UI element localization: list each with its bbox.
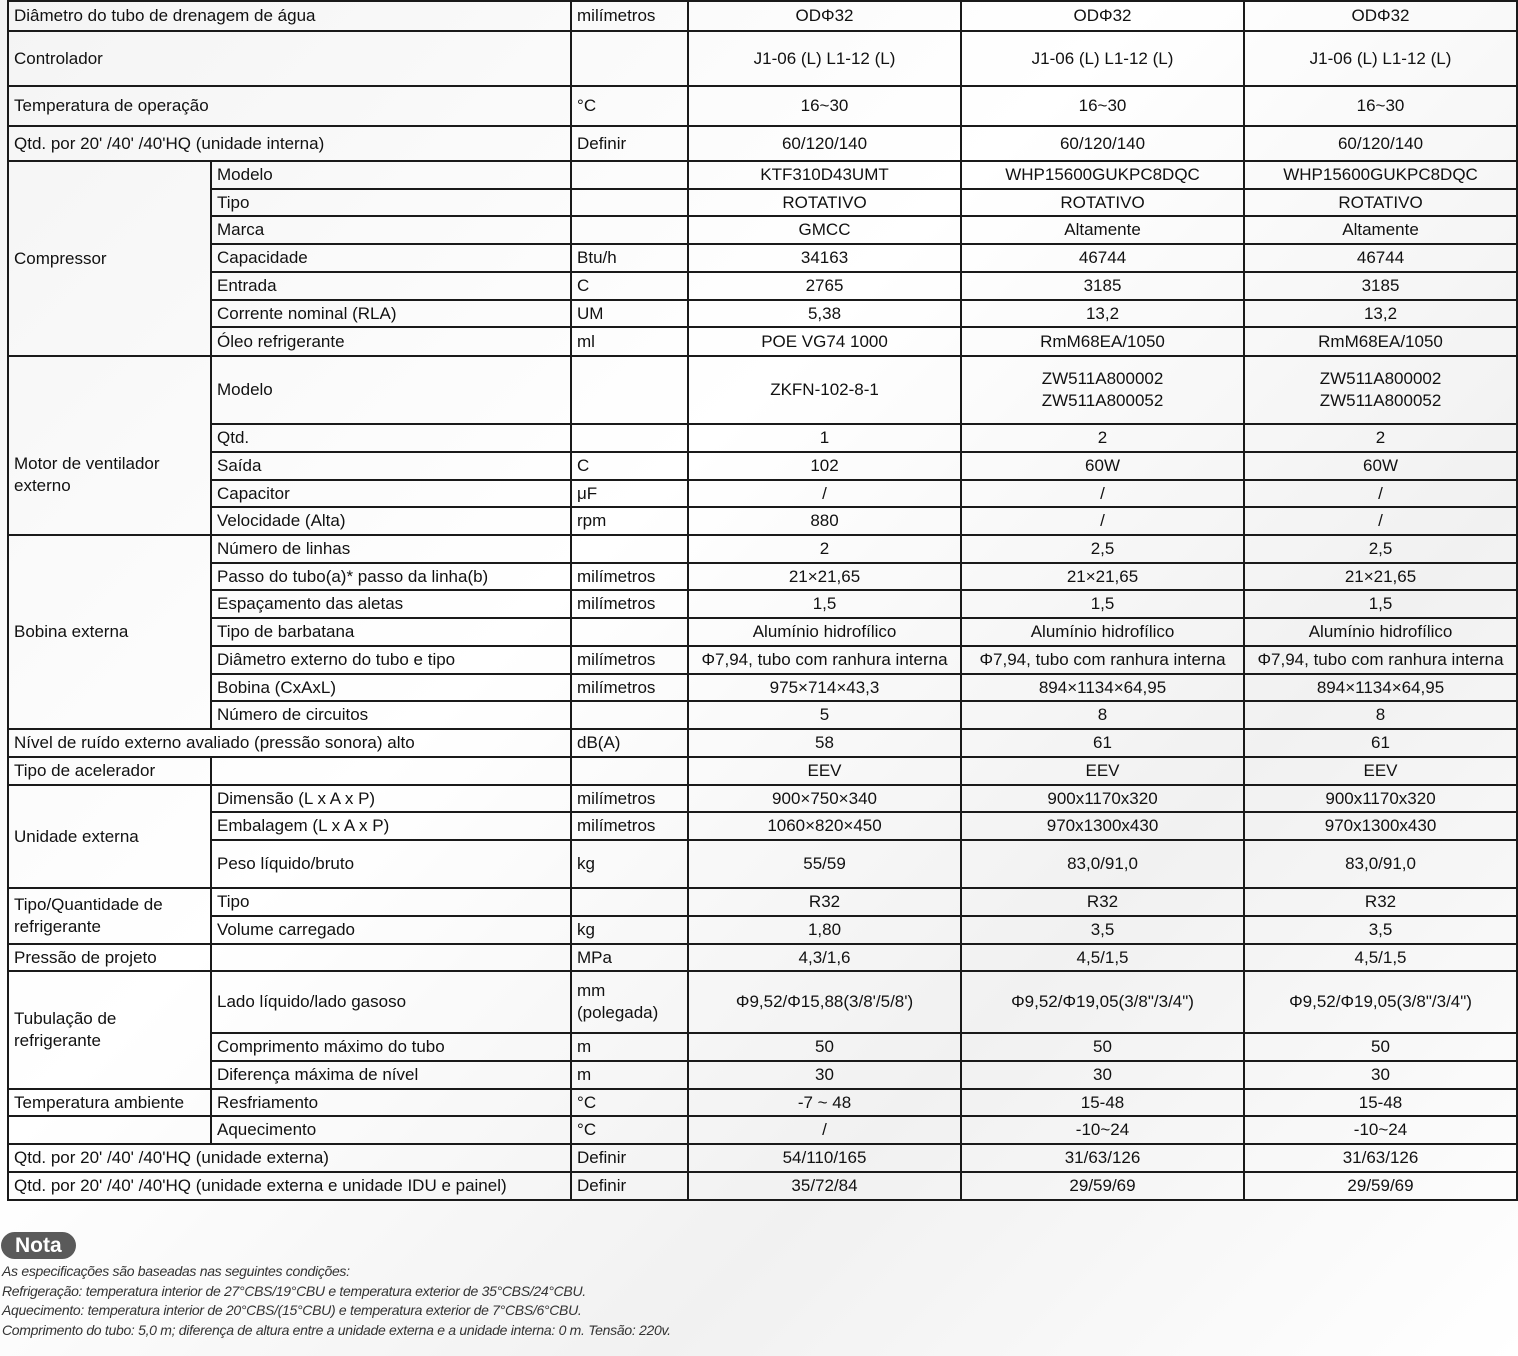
table-row (8, 480, 1517, 507)
value-cell: 54/110/165 (688, 1144, 961, 1172)
value-cell: 21×21,65 (688, 563, 961, 590)
unit-cell: °C (571, 86, 688, 126)
value-cell: 16~30 (1244, 86, 1517, 126)
value-cell: 55/59 (688, 840, 961, 888)
value-cell: 894×1134×64,95 (1244, 674, 1517, 701)
value-cell: 2 (1244, 424, 1517, 452)
value-cell: Altamente (961, 216, 1244, 244)
table-row (8, 563, 1517, 590)
row-label: Bobina (CxAxL) (211, 674, 571, 701)
unit-cell (571, 189, 688, 216)
value-cell: Φ9,52/Φ19,05(3/8"/3/4") (961, 971, 1244, 1033)
value-cell: ODΦ32 (1244, 1, 1517, 31)
sub-label (211, 757, 571, 785)
unit-cell: UM (571, 300, 688, 327)
unit-cell: milímetros (571, 590, 688, 618)
row-label: Volume carregado (211, 916, 571, 944)
group-label-line: refrigerante (14, 1031, 101, 1050)
value-cell: RmM68EA/1050 (961, 327, 1244, 356)
table-row (8, 757, 1517, 785)
value-cell: 29/59/69 (1244, 1172, 1517, 1200)
table-row (8, 971, 1517, 1033)
table-row (8, 424, 1517, 452)
note-badge: Nota (1, 1232, 76, 1259)
value-cell: / (688, 480, 961, 507)
row-label: Passo do tubo(a)* passo da linha(b) (211, 563, 571, 590)
unit-cell: milímetros (571, 646, 688, 674)
value-cell: 50 (961, 1033, 1244, 1061)
table-row (8, 916, 1517, 944)
table-row (8, 244, 1517, 272)
row-label: Comprimento máximo do tubo (211, 1033, 571, 1061)
value-cell: 900×750×340 (688, 785, 961, 812)
table-row (8, 1061, 1517, 1089)
value-cell: 3,5 (961, 916, 1244, 944)
row-label: Controlador (8, 31, 571, 86)
row-label: Embalagem (L x A x P) (211, 812, 571, 840)
table-row (8, 356, 1517, 424)
note-line: Refrigeração: temperatura interior de 27°CBS/19°CBU e temperatura exterior de 35°CBS/24°CBU. (2, 1282, 586, 1299)
unit-cell (571, 618, 688, 646)
unit-cell: milímetros (571, 563, 688, 590)
unit-line: mm (577, 981, 606, 1000)
value-cell: 60/120/140 (1244, 126, 1517, 161)
value-cell: -10~24 (1244, 1116, 1517, 1144)
table-row (8, 1172, 1517, 1200)
value-cell: ODΦ32 (961, 1, 1244, 31)
row-label: Óleo refrigerante (211, 327, 571, 356)
row-label: Diferença máxima de nível (211, 1061, 571, 1089)
unit-cell (571, 424, 688, 452)
value-cell: 83,0/91,0 (1244, 840, 1517, 888)
unit-cell: Definir (571, 1144, 688, 1172)
unit-cell: dB(A) (571, 729, 688, 757)
group-label-line: Tipo/Quantidade de (14, 895, 163, 914)
table-row (8, 216, 1517, 244)
table-row (8, 674, 1517, 701)
value-cell: 50 (1244, 1033, 1517, 1061)
value-cell: 900x1170x320 (961, 785, 1244, 812)
unit-cell: Definir (571, 1172, 688, 1200)
row-label: Tipo (211, 888, 571, 916)
value-cell: 970x1300x430 (961, 812, 1244, 840)
value-cell: 1060×820×450 (688, 812, 961, 840)
row-label: Resfriamento (211, 1089, 571, 1116)
table-row (8, 189, 1517, 216)
value-cell: / (688, 1116, 961, 1144)
value-cell: 46744 (1244, 244, 1517, 272)
table-row (8, 327, 1517, 356)
table-row (8, 507, 1517, 535)
value-cell: -10~24 (961, 1116, 1244, 1144)
group-label-line: refrigerante (14, 917, 101, 936)
table-row (8, 729, 1517, 757)
table-row (8, 1033, 1517, 1061)
table-row (8, 785, 1517, 812)
value-cell: ROTATIVO (688, 189, 961, 216)
value-cell (1244, 356, 1517, 424)
value-cell: Alumínio hidrofílico (961, 618, 1244, 646)
note-section (0, 1232, 1518, 1340)
value-cell: 30 (1244, 1061, 1517, 1089)
note-line: As especificações são baseadas nas seguintes condições: (2, 1263, 350, 1279)
value-cell: ROTATIVO (961, 189, 1244, 216)
row-label: Nível de ruído externo avaliado (pressão sonora) alto (8, 729, 571, 757)
value-cell: 2 (688, 535, 961, 563)
unit-cell: m (571, 1033, 688, 1061)
table-row (8, 944, 1517, 971)
value-cell: 3185 (961, 272, 1244, 300)
unit-cell (571, 216, 688, 244)
table-row (8, 161, 1517, 189)
value-cell: 1,80 (688, 916, 961, 944)
value-cell (961, 356, 1244, 424)
value-cell: GMCC (688, 216, 961, 244)
group-label-empty (8, 1116, 211, 1144)
value-cell: 13,2 (1244, 300, 1517, 327)
table-row (8, 1116, 1517, 1144)
row-label: Pressão de projeto (8, 944, 211, 971)
row-label: Tipo de acelerador (8, 757, 211, 785)
row-label: Qtd. por 20' /40' /40'HQ (unidade interna) (8, 126, 571, 161)
table-row (8, 535, 1517, 563)
value-cell: Φ9,52/Φ19,05(3/8"/3/4") (1244, 971, 1517, 1033)
value-cell: 4,3/1,6 (688, 944, 961, 971)
value-cell: 13,2 (961, 300, 1244, 327)
unit-cell: m (571, 1061, 688, 1089)
value-cell: 30 (688, 1061, 961, 1089)
value-cell: 60/120/140 (961, 126, 1244, 161)
value-cell: 3185 (1244, 272, 1517, 300)
value-cell: Φ7,94, tubo com ranhura interna (961, 646, 1244, 674)
unit-cell (571, 888, 688, 916)
table-row (8, 86, 1517, 126)
unit-cell: ml (571, 327, 688, 356)
value-cell: EEV (688, 757, 961, 785)
value-cell: J1-06 (L) L1-12 (L) (688, 31, 961, 86)
table-row (8, 300, 1517, 327)
value-cell: 15-48 (961, 1089, 1244, 1116)
row-label: Marca (211, 216, 571, 244)
value-cell: 35/72/84 (688, 1172, 961, 1200)
group-label (8, 888, 211, 944)
group-label: Bobina externa (8, 535, 211, 729)
value-cell: 880 (688, 507, 961, 535)
value-cell: J1-06 (L) L1-12 (L) (1244, 31, 1517, 86)
value-cell: 2 (961, 424, 1244, 452)
unit-cell: rpm (571, 507, 688, 535)
value-cell: 21×21,65 (1244, 563, 1517, 590)
value-cell: EEV (961, 757, 1244, 785)
note-line: Aquecimento: temperatura interior de 20°CBS/(15°CBU) e temperatura exterior de 7°CBS/6°CBU. (2, 1302, 582, 1318)
value-cell: / (1244, 480, 1517, 507)
unit-cell (571, 757, 688, 785)
row-label: Tipo (211, 189, 571, 216)
value-cell: ODΦ32 (688, 1, 961, 31)
value-cell: Altamente (1244, 216, 1517, 244)
row-label: Peso líquido/bruto (211, 840, 571, 888)
group-label (8, 971, 211, 1089)
value-cell: 31/63/126 (961, 1144, 1244, 1172)
value-cell: 2,5 (1244, 535, 1517, 563)
value-cell: RmM68EA/1050 (1244, 327, 1517, 356)
value-cell: 894×1134×64,95 (961, 674, 1244, 701)
unit-cell: Definir (571, 126, 688, 161)
row-label: Dimensão (L x A x P) (211, 785, 571, 812)
value-cell: 83,0/91,0 (961, 840, 1244, 888)
group-label (8, 356, 211, 535)
row-label: Aquecimento (211, 1116, 571, 1144)
value-cell: R32 (1244, 888, 1517, 916)
value-cell: 60W (1244, 452, 1517, 480)
unit-line: (polegada) (577, 1003, 659, 1022)
row-label: Número de linhas (211, 535, 571, 563)
value-cell: 31/63/126 (1244, 1144, 1517, 1172)
row-label: Espaçamento das aletas (211, 590, 571, 618)
note-line: Comprimento do tubo: 5,0 m; diferença de altura entre a unidade externa e a unidade interna: 0 m. Tensão: 220v. (2, 1321, 671, 1338)
unit-cell: milímetros (571, 812, 688, 840)
row-label: Lado líquido/lado gasoso (211, 971, 571, 1033)
table-row (8, 1, 1517, 31)
note-text (0, 1262, 1518, 1340)
table-row (8, 1089, 1517, 1116)
value-line: ZW511A800052 (1041, 391, 1164, 410)
row-label: Modelo (211, 356, 571, 424)
value-cell: 34163 (688, 244, 961, 272)
unit-cell: milímetros (571, 674, 688, 701)
value-cell: 50 (688, 1033, 961, 1061)
table-row (8, 272, 1517, 300)
value-cell: POE VG74 1000 (688, 327, 961, 356)
value-cell: WHP15600GUKPC8DQC (1244, 161, 1517, 189)
unit-cell: °C (571, 1116, 688, 1144)
value-cell: 58 (688, 729, 961, 757)
value-cell: 1,5 (961, 590, 1244, 618)
row-label: Corrente nominal (RLA) (211, 300, 571, 327)
group-label-line: externo (14, 475, 71, 495)
unit-cell (571, 161, 688, 189)
value-cell: 3,5 (1244, 916, 1517, 944)
unit-cell: μF (571, 480, 688, 507)
value-cell: Alumínio hidrofílico (1244, 618, 1517, 646)
value-cell: 16~30 (961, 86, 1244, 126)
value-cell: 60W (961, 452, 1244, 480)
value-cell: 2,5 (961, 535, 1244, 563)
value-cell: 61 (961, 729, 1244, 757)
row-label: Tipo de barbatana (211, 618, 571, 646)
value-cell: J1-06 (L) L1-12 (L) (961, 31, 1244, 86)
value-cell: R32 (961, 888, 1244, 916)
value-cell: 5 (688, 701, 961, 729)
value-cell: / (1244, 507, 1517, 535)
unit-cell: Btu/h (571, 244, 688, 272)
value-cell: 970x1300x430 (1244, 812, 1517, 840)
row-label: Qtd. por 20' /40' /40'HQ (unidade externa e unidade IDU e painel) (8, 1172, 571, 1200)
table-row (8, 1144, 1517, 1172)
value-cell: R32 (688, 888, 961, 916)
value-cell: 8 (1244, 701, 1517, 729)
value-cell: 102 (688, 452, 961, 480)
table-row (8, 590, 1517, 618)
value-cell: -7 ~ 48 (688, 1089, 961, 1116)
value-cell: 61 (1244, 729, 1517, 757)
table-row (8, 31, 1517, 86)
value-cell: 15-48 (1244, 1089, 1517, 1116)
value-cell: Φ7,94, tubo com ranhura interna (1244, 646, 1517, 674)
value-cell: 2765 (688, 272, 961, 300)
value-cell: 29/59/69 (961, 1172, 1244, 1200)
value-cell: 30 (961, 1061, 1244, 1089)
value-cell: 1,5 (1244, 590, 1517, 618)
value-cell: 1,5 (688, 590, 961, 618)
group-label-line: Tubulação de (14, 1009, 117, 1028)
value-cell: 16~30 (688, 86, 961, 126)
value-line: ZW511A800052 (1319, 391, 1442, 410)
unit-cell (571, 971, 688, 1033)
row-label: Capacitor (211, 480, 571, 507)
row-label: Entrada (211, 272, 571, 300)
unit-cell: kg (571, 916, 688, 944)
table-row (8, 812, 1517, 840)
unit-cell (571, 535, 688, 563)
unit-cell: C (571, 452, 688, 480)
unit-cell: milímetros (571, 1, 688, 31)
value-cell: ZKFN-102-8-1 (688, 356, 961, 424)
unit-cell: MPa (571, 944, 688, 971)
table-row (8, 618, 1517, 646)
value-cell: Φ9,52/Φ15,88(3/8'/5/8') (688, 971, 961, 1033)
spec-table (7, 0, 1518, 1201)
value-line: ZW511A800002 (1319, 369, 1442, 388)
value-cell: WHP15600GUKPC8DQC (961, 161, 1244, 189)
value-cell: / (961, 480, 1244, 507)
unit-cell: C (571, 272, 688, 300)
group-label-line: Motor de ventilador (14, 453, 160, 473)
value-cell: 60/120/140 (688, 126, 961, 161)
table-row (8, 840, 1517, 888)
table-row (8, 126, 1517, 161)
row-label: Saída (211, 452, 571, 480)
unit-cell: kg (571, 840, 688, 888)
row-label: Número de circuitos (211, 701, 571, 729)
value-cell: 21×21,65 (961, 563, 1244, 590)
row-label: Diâmetro do tubo de drenagem de água (8, 1, 571, 31)
value-cell: Φ7,94, tubo com ranhura interna (688, 646, 961, 674)
table-row (8, 701, 1517, 729)
row-label: Capacidade (211, 244, 571, 272)
table-row (8, 452, 1517, 480)
group-label: Compressor (8, 161, 211, 356)
unit-cell (571, 356, 688, 424)
value-cell: 900x1170x320 (1244, 785, 1517, 812)
group-label: Temperatura ambiente (8, 1089, 211, 1116)
value-cell: KTF310D43UMT (688, 161, 961, 189)
value-cell: 46744 (961, 244, 1244, 272)
row-label: Velocidade (Alta) (211, 507, 571, 535)
value-line: ZW511A800002 (1041, 369, 1164, 388)
sub-label (211, 944, 571, 971)
row-label: Temperatura de operação (8, 86, 571, 126)
value-cell: 1 (688, 424, 961, 452)
value-cell: 975×714×43,3 (688, 674, 961, 701)
unit-cell (571, 701, 688, 729)
unit-cell: °C (571, 1089, 688, 1116)
row-label: Qtd. (211, 424, 571, 452)
row-label: Modelo (211, 161, 571, 189)
table-row (8, 888, 1517, 916)
table-row (8, 646, 1517, 674)
value-cell: / (961, 507, 1244, 535)
value-cell: Alumínio hidrofílico (688, 618, 961, 646)
unit-cell (571, 31, 688, 86)
value-cell: 5,38 (688, 300, 961, 327)
row-label: Qtd. por 20' /40' /40'HQ (unidade externa) (8, 1144, 571, 1172)
value-cell: 8 (961, 701, 1244, 729)
row-label: Diâmetro externo do tubo e tipo (211, 646, 571, 674)
value-cell: EEV (1244, 757, 1517, 785)
value-cell: 4,5/1,5 (961, 944, 1244, 971)
value-cell: 4,5/1,5 (1244, 944, 1517, 971)
value-cell: ROTATIVO (1244, 189, 1517, 216)
unit-cell: milímetros (571, 785, 688, 812)
group-label: Unidade externa (8, 785, 211, 888)
